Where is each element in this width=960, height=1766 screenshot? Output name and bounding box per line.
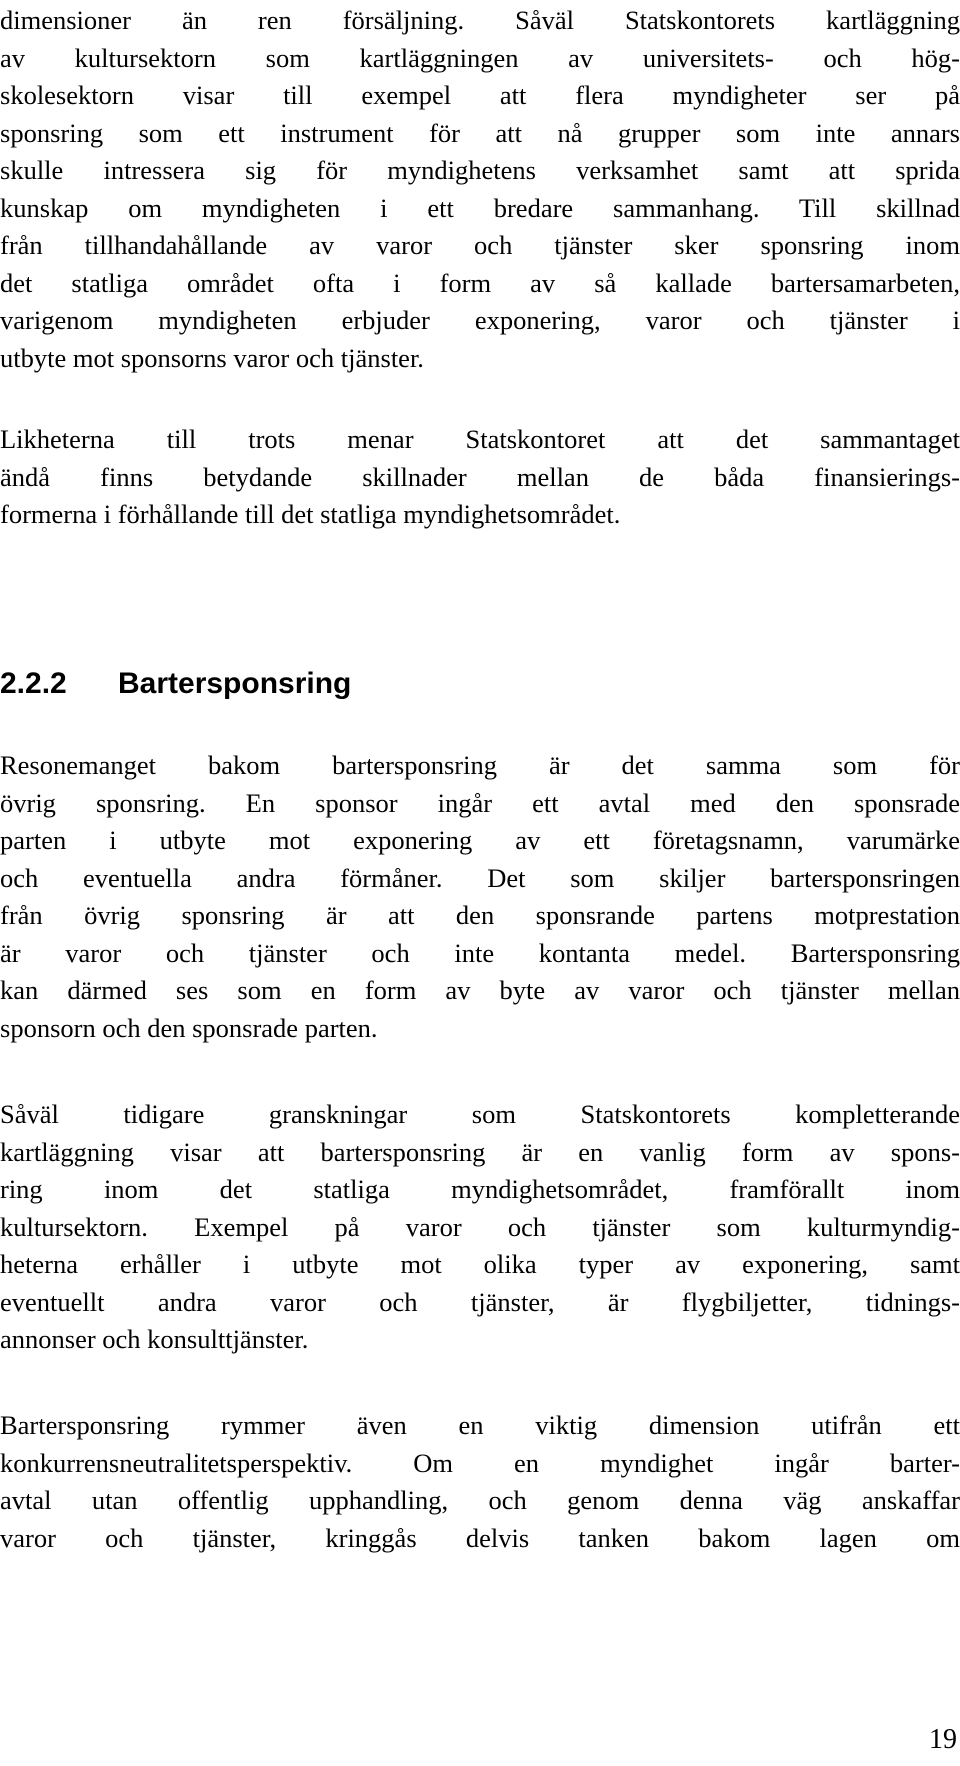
- text-line: ring inom det statliga myndighetsområdet, framförallt inom: [0, 1174, 960, 1204]
- page-number: 19: [929, 1724, 957, 1755]
- section-heading: [0, 664, 351, 704]
- text-line: formerna i förhållande till det statliga myndighetsområdet.: [0, 499, 621, 529]
- section-title: Bartersponsring: [118, 667, 352, 700]
- text-line: från tillhandahållande av varor och tjänster sker sponsring inom: [0, 230, 960, 260]
- text-line: dimensioner än ren försäljning. Såväl Statskontorets kartläggning: [0, 5, 960, 35]
- text-line: eventuellt andra varor och tjänster, är flygbiljetter, tidnings-: [0, 1286, 960, 1317]
- text-line: konkurrensneutralitetsperspektiv. Om en myndighet ingår barter-: [0, 1447, 960, 1478]
- paragraph-3: [0, 747, 960, 1047]
- text-line: varigenom myndigheten erbjuder exponering, varor och tjänster i: [0, 305, 960, 335]
- text-line: Likheterna till trots menar Statskontoret att det sammantaget: [0, 424, 960, 454]
- text-line: ändå finns betydande skillnader mellan de båda finansierings-: [0, 461, 960, 492]
- text-line: Bartersponsring rymmer även en viktig dimension utifrån ett: [0, 1410, 960, 1440]
- text-line: av kultursektorn som kartläggningen av universitets- och hög-: [0, 42, 960, 73]
- paragraph-5: [0, 1407, 960, 1557]
- text-line: Såväl tidigare granskningar som Statskontorets kompletterande: [0, 1099, 960, 1129]
- text-line: är varor och tjänster och inte kontanta medel. Bartersponsring: [0, 937, 960, 968]
- text-line: kan därmed ses som en form av byte av varor och tjänster mellan: [0, 975, 960, 1005]
- paragraph-1: [0, 2, 960, 377]
- text-line: kartläggning visar att bartersponsring är en vanlig form av spons-: [0, 1136, 960, 1167]
- text-line: och eventuella andra förmåner. Det som skiljer bartersponsringen: [0, 862, 960, 893]
- text-line: sponsring som ett instrument för att nå grupper som inte annars: [0, 117, 960, 148]
- text-line: heterna erhåller i utbyte mot olika typer av exponering, samt: [0, 1249, 960, 1279]
- text-line: annonser och konsulttjänster.: [0, 1324, 309, 1354]
- text-line: parten i utbyte mot exponering av ett företagsnamn, varumärke: [0, 825, 960, 855]
- text-line: kultursektorn. Exempel på varor och tjänster som kulturmyndig-: [0, 1211, 960, 1242]
- text-line: skolesektorn visar till exempel att flera myndigheter ser på: [0, 80, 960, 110]
- text-line: sponsorn och den sponsrade parten.: [0, 1012, 378, 1043]
- text-line: övrig sponsring. En sponsor ingår ett avtal med den sponsrade: [0, 787, 960, 818]
- text-line: utbyte mot sponsorns varor och tjänster.: [0, 342, 424, 373]
- text-line: från övrig sponsring är att den sponsrande partens motprestation: [0, 900, 960, 930]
- text-line: det statliga området ofta i form av så kallade bartersamarbeten,: [0, 267, 960, 298]
- text-line: varor och tjänster, kringgås delvis tanken bakom lagen om: [0, 1522, 960, 1553]
- section-number: 2.2.2: [0, 667, 67, 700]
- text-line: kunskap om myndigheten i ett bredare sammanhang. Till skillnad: [0, 192, 960, 223]
- paragraph-4: [0, 1096, 960, 1359]
- text-line: skulle intressera sig för myndighetens verksamhet samt att sprida: [0, 155, 960, 185]
- text-line: Resonemanget bakom bartersponsring är det samma som för: [0, 750, 960, 780]
- paragraph-2: [0, 421, 960, 534]
- text-line: avtal utan offentlig upphandling, och genom denna väg anskaffar: [0, 1485, 960, 1515]
